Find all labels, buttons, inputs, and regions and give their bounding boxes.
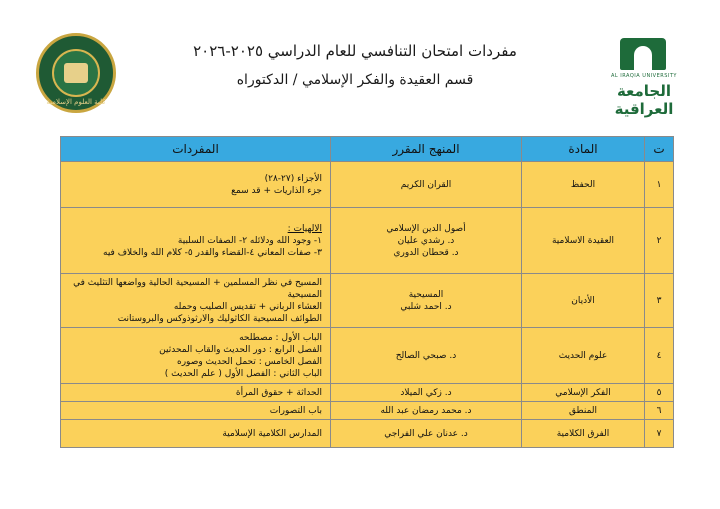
row-subject: العقيدة الاسلامية (522, 208, 645, 274)
university-logo (610, 38, 678, 118)
syllabus-table (60, 136, 674, 448)
logo-arabic-line2: العراقية (614, 100, 674, 118)
page-title: مفردات امتحان التنافسي للعام الدراسي ٢٠٢٥-٢٠٢٦ (193, 42, 517, 60)
row-curriculum: أصول الدين الإسلامي د. رشدي عليان د. قحطان الدوري (331, 208, 522, 274)
row-curriculum: د. محمد رمضان عبد الله (331, 402, 522, 420)
table-row (61, 402, 674, 420)
row-num: ٧ (645, 420, 674, 448)
table-row (61, 384, 674, 402)
row-curriculum: القران الكريم (331, 162, 522, 208)
table-header-row (61, 137, 674, 162)
table-row (61, 328, 674, 384)
seal-caption: كلية العلوم الإسلامية (46, 98, 106, 106)
row-items: الحداثة + حقوق المرأة (61, 384, 331, 402)
row-num: ١ (645, 162, 674, 208)
row-curriculum: المسيحية د. احمد شلبي (331, 274, 522, 328)
row-subject: الحفظ (522, 162, 645, 208)
row-curriculum: د. زكي الميلاد (331, 384, 522, 402)
row-items: الأجزاء (٢٧-٢٨) جزء الذاريات + قد سمع (61, 162, 331, 208)
row-items: الالهيات : ١- وجود الله ودلائله ٢- الصفات السلبية ٣- صفات المعاني ٤-القضاء والقدر ٥- كلام الله والخلاف فيه (61, 208, 331, 274)
row-items: المسيح في نظر المسلمين + المسيحية الحالية وواضعها التثليث في المسيحية العشاء الرباني + تقديس الصليب وحمله الطوائف المسيحية الكاثوليك والارثوذوكس والبروستانت (61, 274, 331, 328)
row-num: ٦ (645, 402, 674, 420)
table-row (61, 162, 674, 208)
row-curriculum: د. عدنان علي الفراجي (331, 420, 522, 448)
row-curriculum: د. صبحي الصالح (331, 328, 522, 384)
row-subject: المنطق (522, 402, 645, 420)
header-items: المفردات (61, 137, 331, 162)
page-subtitle: قسم العقيدة والفكر الإسلامي / الدكتوراه (236, 72, 474, 88)
row-num: ٥ (645, 384, 674, 402)
row-num: ٣ (645, 274, 674, 328)
table-row (61, 274, 674, 328)
college-seal-icon (36, 33, 116, 113)
logo-latin-text: AL IRAQIA UNIVERSITY (611, 73, 677, 79)
header-num: ت (645, 137, 674, 162)
header-curriculum: المنهج المقرر (331, 137, 522, 162)
row-subject: الفكر الإسلامي (522, 384, 645, 402)
row-num: ٤ (645, 328, 674, 384)
row-subject: الفرق الكلامية (522, 420, 645, 448)
row-subject: الأديان (522, 274, 645, 328)
row-items: الباب الأول : مصطلحه الفصل الرابع : دور الحديث والقاب المحدثين الفصل الخامس : تحمل الحديث وصوره الباب الثاني : الفصل الأول ( علم الحديث ) (61, 328, 331, 384)
table-row (61, 420, 674, 448)
row-subject: علوم الحديث (522, 328, 645, 384)
row-items: المدارس الكلامية الإسلامية (61, 420, 331, 448)
row-items: باب التصورات (61, 402, 331, 420)
header-subject: المادة (522, 137, 645, 162)
university-emblem-icon (620, 38, 666, 70)
table-row (61, 208, 674, 274)
row-num: ٢ (645, 208, 674, 274)
page-header (0, 0, 720, 130)
logo-arabic-line1: الجامعة (616, 82, 672, 100)
